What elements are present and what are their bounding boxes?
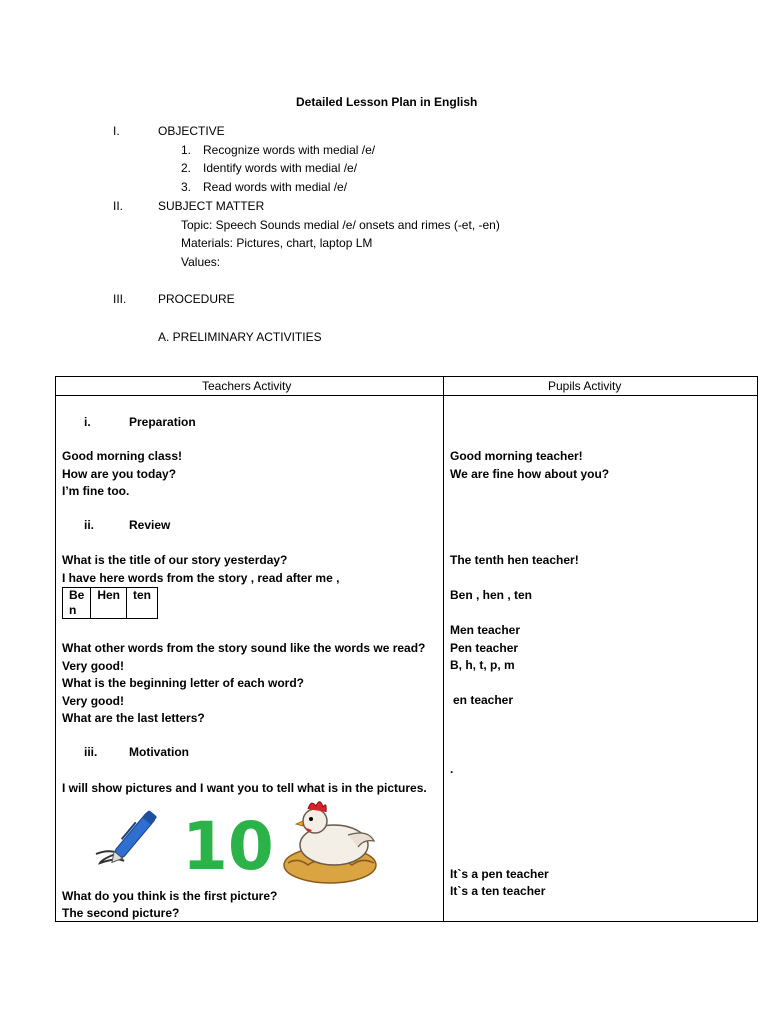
step-number-review: ii. xyxy=(84,518,95,532)
pupil-line: Pen teacher xyxy=(450,641,519,655)
word-cell-ben: Be n xyxy=(63,588,91,619)
pupil-line: Ben , hen , ten xyxy=(450,588,533,602)
teacher-line: What other words from the story sound like the words we read? xyxy=(62,641,426,655)
subject-materials: Materials: Pictures, chart, laptop LM xyxy=(181,236,373,250)
objective-item-number: 1. xyxy=(181,143,192,157)
activity-table xyxy=(55,376,758,922)
number-ten-label: 10 xyxy=(182,808,274,885)
teacher-line: The second picture? xyxy=(62,906,180,920)
step-label-preparation: Preparation xyxy=(129,415,196,429)
pupil-line: en teacher xyxy=(453,693,514,707)
number-ten-icon xyxy=(182,808,274,885)
pupil-line: The tenth hen teacher! xyxy=(450,553,579,567)
word-table xyxy=(62,587,158,619)
teacher-line: How are you today? xyxy=(62,467,177,481)
teacher-line: What are the last letters? xyxy=(62,711,205,725)
table-header-row xyxy=(56,377,757,396)
step-label-motivation: Motivation xyxy=(129,745,189,759)
objective-item-text: Read words with medial /e/ xyxy=(203,180,348,194)
pupil-line: . xyxy=(450,762,454,776)
objective-item-text: Recognize words with medial /e/ xyxy=(203,143,376,157)
procedure-subheading: A. PRELIMINARY ACTIVITIES xyxy=(158,330,322,344)
objective-item-number: 3. xyxy=(181,180,192,194)
section-label-objective: OBJECTIVE xyxy=(158,124,225,138)
word-cell-hen: Hen xyxy=(91,588,127,619)
teacher-line: Good morning class! xyxy=(62,449,183,463)
document-title: Detailed Lesson Plan in English xyxy=(296,95,478,109)
header-pupils-activity: Pupils Activity xyxy=(548,379,622,393)
pupil-line: B, h, t, p, m xyxy=(450,658,515,672)
step-number-motivation: iii. xyxy=(84,745,98,759)
pen-icon xyxy=(96,809,157,866)
word-cell-ten: ten xyxy=(127,588,158,619)
teacher-line: Very good! xyxy=(62,659,125,673)
teacher-line: I’m fine too. xyxy=(62,484,130,498)
subject-topic: Topic: Speech Sounds medial /e/ onsets and rimes (-et, -en) xyxy=(181,218,500,232)
subject-values: Values: xyxy=(181,255,221,269)
teacher-line: What is the title of our story yesterday? xyxy=(62,553,288,567)
header-teachers-activity: Teachers Activity xyxy=(202,379,292,393)
objective-item-number: 2. xyxy=(181,161,192,175)
teacher-line: What is the beginning letter of each word? xyxy=(62,676,305,690)
section-label-subject: SUBJECT MATTER xyxy=(158,199,265,213)
objective-item-text: Identify words with medial /e/ xyxy=(203,161,358,175)
pupil-line: We are fine how about you? xyxy=(450,467,610,481)
hen-icon xyxy=(284,802,376,883)
section-number-procedure: III. xyxy=(113,292,127,306)
teacher-line: What do you think is the first picture? xyxy=(62,889,278,903)
section-number-subject: II. xyxy=(113,199,124,213)
pupil-line: It`s a ten teacher xyxy=(450,884,546,898)
teacher-line: Very good! xyxy=(62,694,125,708)
pupil-line: It`s a pen teacher xyxy=(450,867,549,881)
teacher-line: I have here words from the story , read after me , xyxy=(62,571,340,585)
pupil-line: Good morning teacher! xyxy=(450,449,583,463)
column-divider xyxy=(443,377,444,921)
section-number-objective: I. xyxy=(113,124,120,138)
step-label-review: Review xyxy=(129,518,171,532)
step-number-preparation: i. xyxy=(84,415,91,429)
pupil-line: Men teacher xyxy=(450,623,521,637)
picture-strip xyxy=(78,791,408,886)
section-label-procedure: PROCEDURE xyxy=(158,292,235,306)
teacher-line: I will show pictures and I want you to tell what is in the pictures. xyxy=(62,781,427,795)
word-row xyxy=(63,588,158,619)
